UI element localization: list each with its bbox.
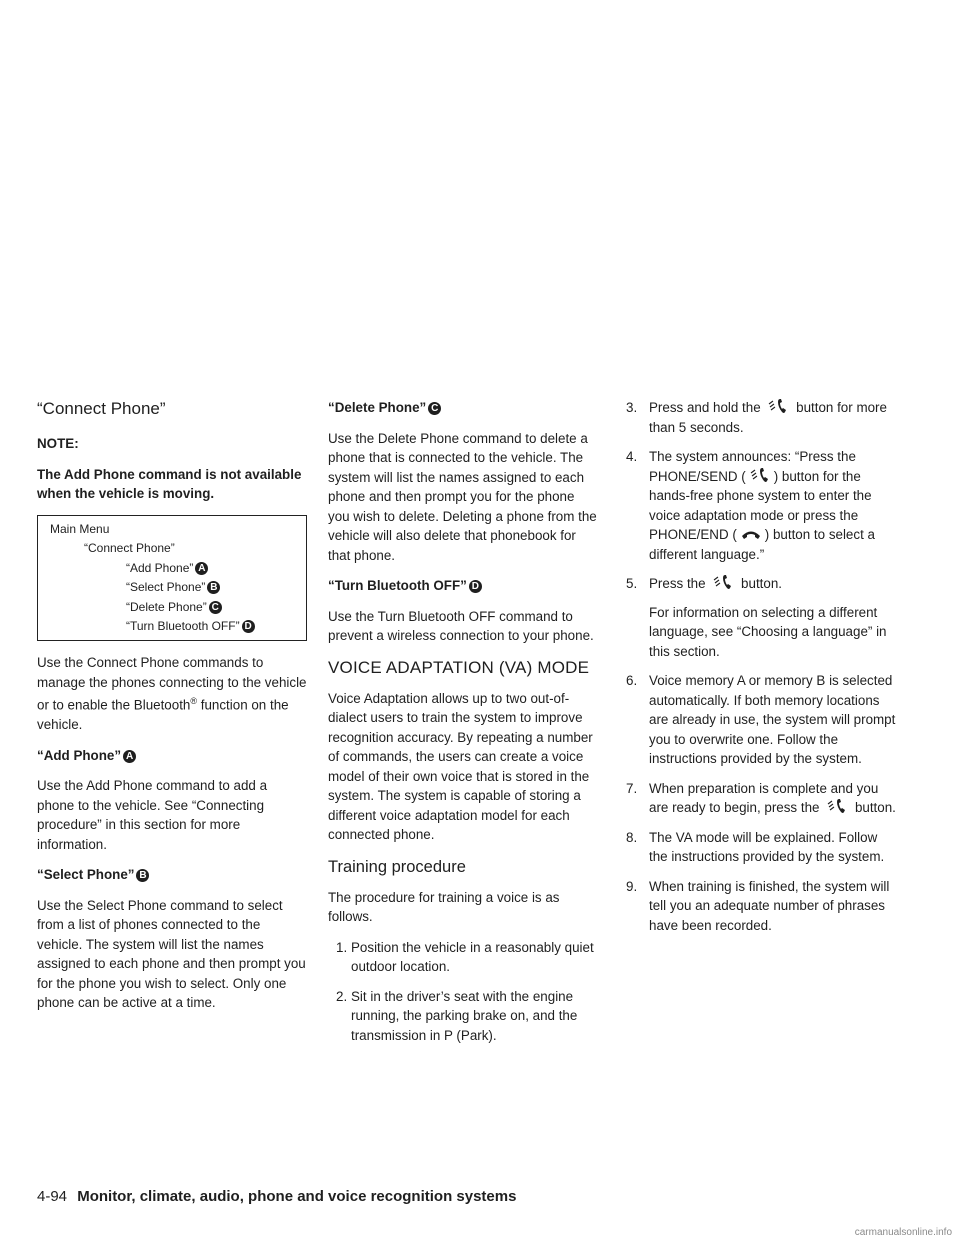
callout-badge: C	[428, 402, 441, 415]
menu-item-add-phone	[50, 559, 306, 579]
training-steps-list	[328, 938, 598, 1046]
phone-talk-icon	[712, 574, 734, 590]
training-steps-list-continued	[626, 398, 896, 935]
select-phone-text: Use the Select Phone command to select from a list of phones connected to the vehicle. The system will list the names assigned to each phone and then prompt you for the phone you wish to select. Only one phone can be active at a time.	[37, 897, 306, 1011]
list-item: 9. When training is finished, the system will tell you an adequate number of phrases have been recorded.	[626, 878, 890, 933]
phone-talk-icon	[749, 467, 771, 483]
menu-item-turn-bluetooth-off	[50, 617, 306, 637]
chapter-title: Monitor, climate, audio, phone and voice recognition systems	[77, 1188, 517, 1205]
registered-mark: ®	[190, 696, 198, 707]
callout-badge: C	[209, 601, 222, 614]
section-title-connect-phone: “Connect Phone”	[37, 399, 166, 418]
menu-item-select-phone	[50, 578, 306, 598]
list-item: 3. Press and hold the button for more than 5 seconds.	[626, 400, 887, 435]
callout-badge: A	[195, 562, 208, 575]
menu-item-label: “Add Phone”	[126, 560, 194, 575]
training-procedure-title: Training procedure	[328, 857, 466, 876]
callout-badge: D	[469, 580, 482, 593]
list-item: 2. Sit in the driver’s seat with the engine running, the parking brake on, and the transmission in P (Park).	[336, 988, 578, 1043]
select-phone-heading: “Select Phone” B	[37, 865, 307, 885]
va-mode-title: VOICE ADAPTATION (VA) MODE	[328, 657, 590, 677]
step-5-note: For information on selecting a different language, see “Choosing a language” in this section.	[649, 604, 887, 659]
list-item: 6. Voice memory A or memory B is selected automatically. If both memory locations are already in use, the system will prompt you to overwrite one. Follow the instructions provided by the system.	[626, 673, 896, 766]
menu-item-label: “Delete Phone”	[126, 599, 207, 614]
bluetooth-off-text: Use the Turn Bluetooth OFF command to prevent a wireless connection to your phone.	[328, 608, 594, 643]
phone-end-icon	[740, 528, 762, 540]
training-intro: The procedure for training a voice is as follows.	[328, 889, 560, 924]
menu-level1: “Connect Phone”	[84, 541, 175, 556]
column-2	[328, 398, 598, 1055]
column-3	[626, 398, 896, 945]
list-item: 4. The system announces: “Press the PHONE/SEND ( ) button for the hands-free phone system to enter the voice adaptation mode or press the PHONE/END ( ) button to select a different language.”	[626, 449, 875, 562]
va-mode-text: Voice Adaptation allows up to two out-of-dialect users to train the system to improve recognition accuracy. By repeating a number of commands, the users can create a voice model of their own voice that is stored in the system. The system is capable of storing a different voice adaptation model for each connected phone.	[328, 690, 593, 842]
bluetooth-off-heading: “Turn Bluetooth OFF” D	[328, 576, 598, 596]
page-number: 4-94	[37, 1188, 68, 1205]
connect-phone-intro: Use the Connect Phone commands to manage the phones connecting to the vehicle or to enable the Bluetooth® function on the vehicle.	[37, 655, 307, 733]
callout-badge: A	[123, 750, 136, 763]
list-item: 1. Position the vehicle in a reasonably quiet outdoor location.	[336, 939, 594, 974]
list-item: 5. Press the button. For information on selecting a different language, see “Choosing a language” in this section.	[626, 574, 896, 661]
menu-item-delete-phone	[50, 598, 306, 618]
note-label: NOTE:	[37, 436, 79, 451]
list-item: 7. When preparation is complete and you are ready to begin, press the button.	[626, 780, 896, 815]
menu-root: Main Menu	[50, 521, 110, 536]
page-footer	[37, 1188, 516, 1205]
callout-badge: B	[136, 869, 149, 882]
add-phone-heading: “Add Phone” A	[37, 746, 307, 766]
column-1	[37, 398, 307, 1024]
watermark: carmanualsonline.info	[854, 1227, 952, 1238]
menu-item-label: “Select Phone”	[126, 580, 206, 595]
menu-tree-box	[37, 515, 307, 642]
menu-item-label: “Turn Bluetooth OFF”	[126, 619, 240, 634]
delete-phone-heading: “Delete Phone” C	[328, 398, 598, 418]
callout-badge: B	[207, 581, 220, 594]
callout-badge: D	[242, 620, 255, 633]
phone-talk-icon	[767, 398, 789, 414]
add-phone-text: Use the Add Phone command to add a phone to the vehicle. See “Connecting procedure” in this section for more information.	[37, 778, 268, 852]
note-text: The Add Phone command is not available when the vehicle is moving.	[37, 466, 302, 501]
delete-phone-text: Use the Delete Phone command to delete a phone that is connected to the vehicle. The system will list the names assigned to each phone and then prompt you for the phone you wish to delete. Deleting a phone from the vehicle will also delete that phonebook for that phone.	[328, 430, 597, 563]
list-item: 8. The VA mode will be explained. Follow the instructions provided by the system.	[626, 829, 885, 864]
phone-talk-icon	[826, 798, 848, 814]
